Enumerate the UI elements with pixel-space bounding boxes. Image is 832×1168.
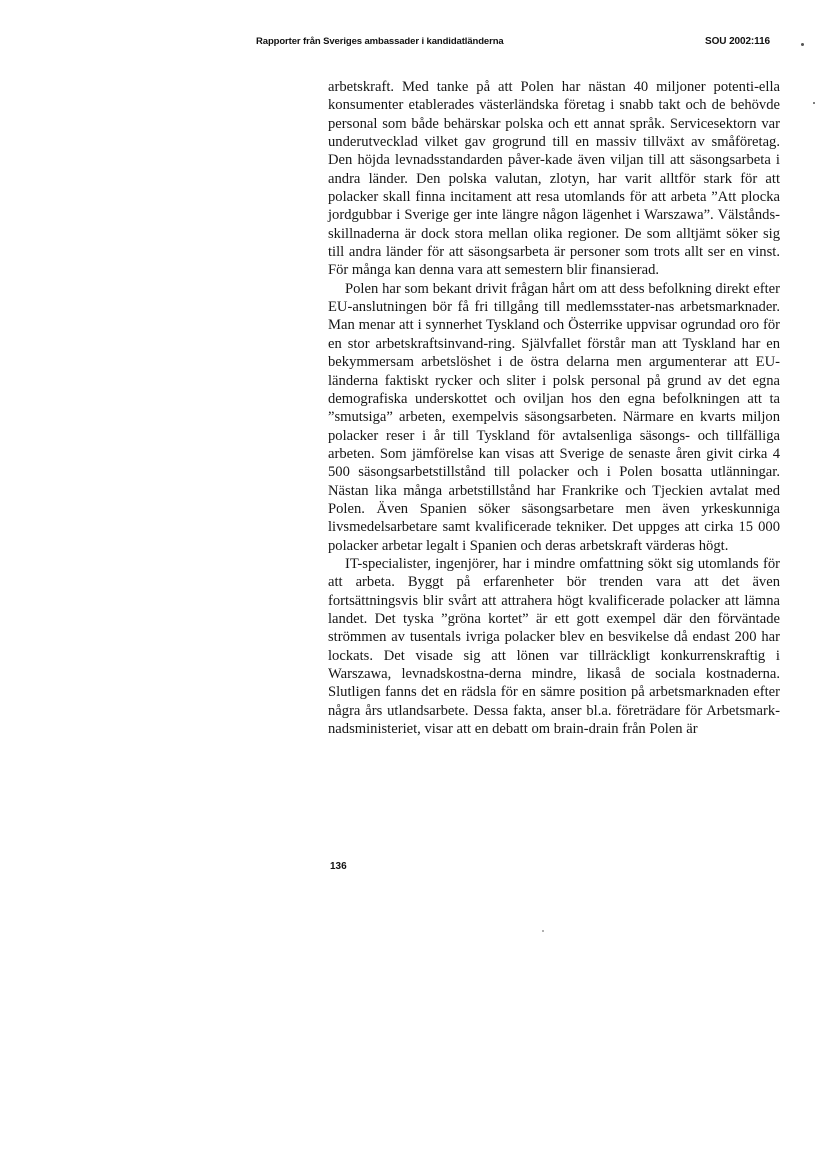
running-header xyxy=(256,36,770,52)
scan-speck xyxy=(813,102,815,104)
body-text xyxy=(328,78,780,738)
running-title: Rapporter från Sveriges ambassader i kandidatländerna xyxy=(256,36,504,47)
page-number: 136 xyxy=(330,861,347,872)
report-number: SOU 2002:116 xyxy=(705,36,770,47)
paragraph-continued: arbetskraft. Med tanke på att Polen har nästan 40 miljoner potenti-ella konsumenter etablerades västerländska företag i snabb takt och de behövde personal som både behärskar polska och ett annat språk. Servicesektorn var underutvecklad vilket gav grogrund till en massiv tillväxt av småföretag. Den höjda levnadsstandarden påver-kade även viljan till att säsongsarbeta i andra länder. Den polska valutan, zlotyn, har varit alltför stark för att polacker skall finna incitament att resa utomlands för att arbeta ”Att plocka jordgubbar i Sverige ger inte längre någon lägenhet i Warszawa”. Välstånds-skillnaderna är dock stora mellan olika regioner. De som alltjämt söker sig till andra länder för att säsongsarbeta är personer som trots allt ser en vinst. För många kan denna vara att semestern blir finansierad. xyxy=(328,79,780,279)
paragraph: IT-specialister, ingenjörer, har i mindre omfattning sökt sig utomlands för att arbeta. Byggt på erfarenheter bör trenden vara att det även fortsättningsvis blir svårt att attrahera högt kvalificerade polacker att lämna landet. Det tyska ”gröna kortet” är ett gott exempel där den förväntade strömmen av tusentals ivriga polacker blev en besvikelse då endast 200 har lockats. Det visade sig att lönen var tillräckligt konkurrenskraftig i Warszawa, levnadskostna-derna mindre, likaså de sociala kostnaderna. Slutligen fanns det en rädsla för en sämre position på arbetsmarknaden efter några års utlandsarbete. Dessa fakta, anser bl.a. företrädare för Arbetsmark-nadsministeriet, visar att en debatt om brain-drain från Polen är xyxy=(328,555,780,738)
paragraph: Polen har som bekant drivit frågan hårt om att dess befolkning direkt efter EU-anslutningen bör få fri tillgång till medlemsstater-nas arbetsmarknader. Man menar att i synnerhet Tyskland och Österrike uppvisar ogrundad oro för en stor arbetskraftsinvand-ring. Självfallet förstår man att Tyskland har en bekymmersam arbetslöshet i de östra delarna men argumenterar att EU-länderna faktiskt rycker och sliter i polsk personal på grund av det egna demografiska underskottet och oviljan hos den egna befolkningen att ta ”smutsiga” arbeten, exempelvis säsongsarbeten. Närmare en kvarts miljon polacker reser i år till Tyskland för avtalsenliga säsongs- och tillfälliga arbeten. Som jämförelse kan visas att Sverige de senaste åren givit cirka 4 500 säsongsarbetstillstånd till polacker och i Polen bosatta utlänningar. Nästan lika många arbetstillstånd har Frankrike och Tjeckien avtalat med Polen. Även Spanien söker säsongsarbetare men även yrkeskunniga livsmedelsarbetare samt kvalificerade tekniker. Det uppges att cirka 15 000 polacker arbetar legalt i Spanien och deras arbetskraft värderas högt. xyxy=(328,280,780,554)
scan-speck xyxy=(542,930,544,932)
scan-speck xyxy=(801,43,804,46)
